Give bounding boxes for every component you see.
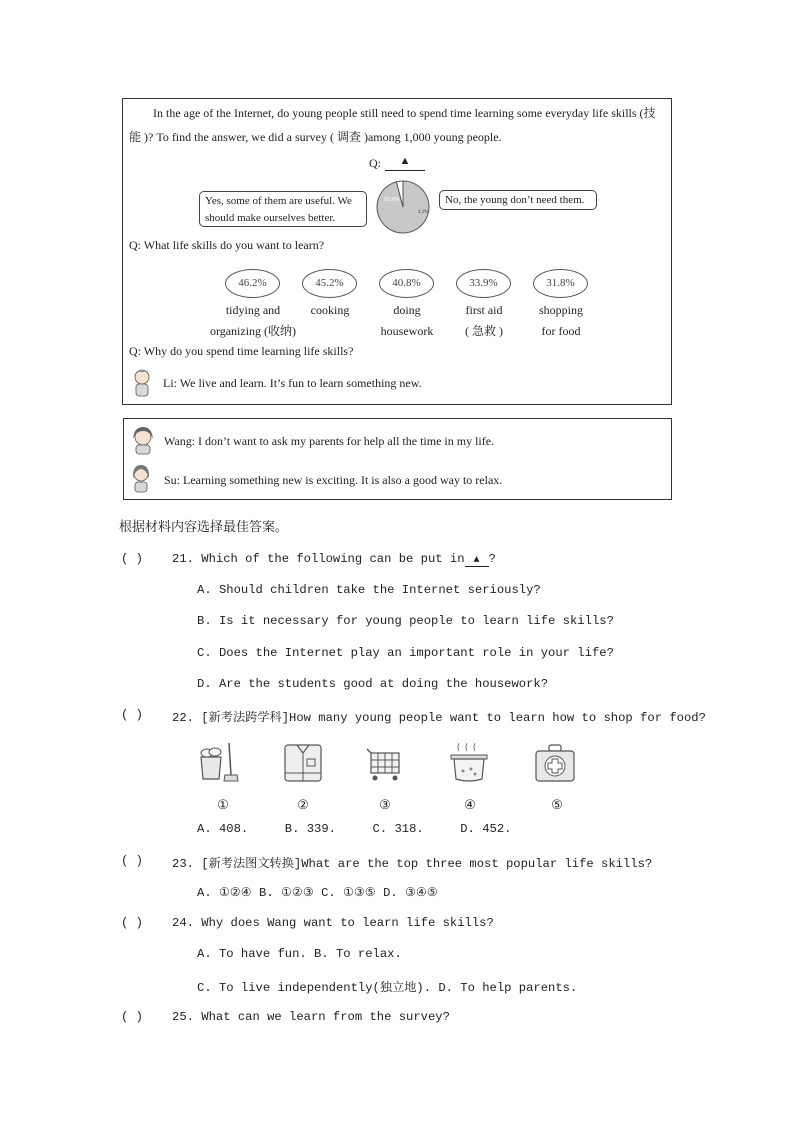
cooking-pot-icon [445, 739, 493, 787]
q21-stem [172, 552, 496, 567]
callout-no [439, 190, 597, 210]
answers-box [123, 418, 672, 500]
q21-option-a[interactable]: A. Should children take the Internet seriously? [197, 583, 541, 597]
skill-caption-line2: for food [541, 324, 581, 338]
folded-shirt-icon [279, 739, 327, 787]
q21-stem-text: 21. Which of the following can be put in [172, 552, 465, 566]
q21-option-d[interactable]: D. Are the students good at doing the housework? [197, 677, 549, 691]
skill-oval-first-aid: 33.9% [456, 269, 511, 298]
first-aid-kit-icon [531, 739, 579, 787]
survey-intro-line1: In the age of the Internet, do young people still need to spend time learning some everyday life skills (技 [153, 106, 656, 120]
skill-caption-line2: organizing (收纳) [209, 324, 297, 338]
q21-option-c[interactable]: C. Does the Internet play an important role in your life? [197, 646, 614, 660]
skill-caption-line1: first aid [465, 303, 503, 317]
icon-number-2: ② [297, 797, 309, 812]
q23-options[interactable]: A. ①②④ B. ①②③ C. ①③⑤ D. ③④⑤ [197, 886, 438, 900]
q24-bracket[interactable]: ( ) [121, 916, 143, 930]
q22-options[interactable]: A. 408. B. 339. C. 318. D. 452. [197, 822, 512, 836]
skill-caption-line2: housework [380, 324, 434, 338]
q24-options-line1[interactable]: A. To have fun. B. To relax. [197, 947, 402, 961]
q22-stem: 22. [新考法跨学科]How many young people want to learn how to shop for food? [172, 711, 706, 725]
question-3: Q: Why do you spend time learning life skills? [129, 344, 354, 358]
q23-stem: 23. [新考法图文转换]What are the top three most popular life skills? [172, 857, 653, 871]
wang-avatar-icon [130, 425, 156, 455]
callout-no-text: No, the young don’t need them. [445, 194, 585, 206]
q25-bracket[interactable]: ( ) [121, 1010, 143, 1024]
q24-stem: 24. Why does Wang want to learn life skills? [172, 916, 494, 930]
q21-bracket[interactable]: ( ) [121, 552, 143, 566]
q22-bracket[interactable]: ( ) [121, 708, 143, 722]
icon-number-4: ④ [464, 797, 476, 812]
q1-label: Q: [369, 156, 381, 170]
skill-oval-tidying: 46.2% [225, 269, 280, 298]
mop-bucket-icon [195, 739, 243, 787]
skill-caption-line1: tidying and [225, 303, 281, 317]
su-answer: Su: Learning something new is exciting. It is also a good way to relax. [164, 473, 503, 487]
skill-oval-housework: 40.8% [379, 269, 434, 298]
q24-options-line2[interactable]: C. To live independently(独立地). D. To help parents. [197, 981, 578, 995]
pie-no-pct: 4.1% [418, 210, 429, 215]
pie-yes-pct: 95.9% [384, 197, 400, 203]
q21-option-b[interactable]: B. Is it necessary for young people to learn life skills? [197, 614, 614, 628]
skill-oval-shopping: 31.8% [533, 269, 588, 298]
skill-caption-line1: doing [393, 303, 421, 317]
question-2: Q: What life skills do you want to learn? [129, 238, 325, 252]
q1-placeholder: ▲ [399, 155, 411, 167]
survey-box [122, 98, 672, 405]
su-avatar-icon [130, 463, 152, 493]
skill-caption-line1: cooking [310, 303, 350, 317]
survey-intro-line2: 能 )? To find the answer, we did a survey ( 调查 )among 1,000 young people. [129, 130, 502, 144]
instruction: 根据材料内容选择最佳答案。 [119, 520, 289, 535]
li-avatar-icon [131, 367, 153, 397]
pie-chart [375, 179, 431, 235]
shopping-cart-icon [361, 739, 409, 787]
callout-yes [199, 191, 367, 227]
q21-stem-end: ? [488, 552, 496, 566]
icon-number-3: ③ [379, 797, 391, 812]
li-answer: Li: We live and learn. It’s fun to learn something new. [163, 376, 422, 390]
wang-answer: Wang: I don’t want to ask my parents for help all the time in my life. [164, 434, 495, 448]
callout-yes-line1: Yes, some of them are useful. We [205, 195, 352, 207]
skill-caption-line2: ( 急救 ) [465, 324, 503, 338]
icon-number-5: ⑤ [551, 797, 563, 812]
q21-blank: ▲ [465, 555, 489, 567]
callout-yes-line2: should make ourselves better. [205, 212, 336, 224]
q1-blank [385, 153, 425, 171]
skill-oval-cooking: 45.2% [302, 269, 357, 298]
q23-bracket[interactable]: ( ) [121, 854, 143, 868]
icon-number-1: ① [217, 797, 229, 812]
skill-caption-shopping [511, 300, 611, 342]
q25-stem: 25. What can we learn from the survey? [172, 1010, 450, 1024]
skill-caption-line1: shopping [538, 303, 583, 317]
